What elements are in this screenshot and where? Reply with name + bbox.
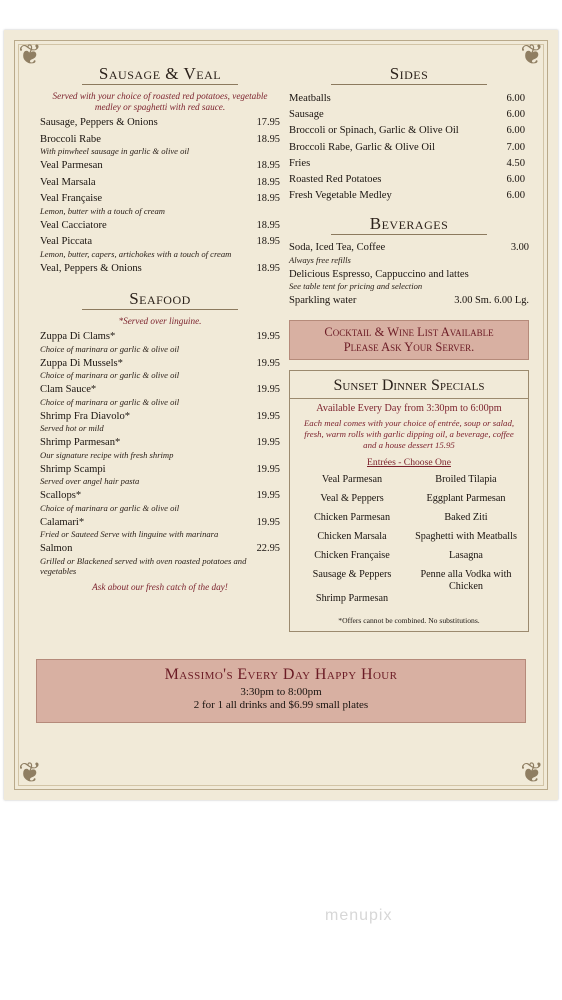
item-name: Shrimp Fra Diavolo*	[40, 410, 131, 422]
menu-item	[40, 117, 280, 130]
menu-item	[289, 123, 529, 139]
item-price: 18.95	[256, 133, 280, 145]
item-price: 19.95	[256, 357, 280, 369]
item-price: 17.95	[256, 117, 280, 128]
cocktail-wine-banner: Cocktail & Wine List Available Please Ask Your Server.	[289, 320, 529, 360]
item-name: Soda, Iced Tea, Coffee	[289, 242, 386, 254]
item-name: Fries	[289, 157, 311, 169]
sausage-veal-note: Served with your choice of roasted red potatoes, vegetable medley or spaghetti with red sauce.	[52, 91, 268, 112]
menu-item	[289, 188, 529, 204]
item-description: Served hot or mild	[40, 423, 104, 433]
menu-item	[40, 464, 280, 487]
item-price: 19.95	[256, 463, 280, 475]
sausage-veal-list	[40, 117, 280, 275]
menu-item	[40, 490, 280, 513]
item-price: 6.00	[506, 109, 525, 121]
sunset-specials-box	[289, 370, 529, 632]
item-name: Veal Piccata	[40, 236, 93, 247]
happy-hour-offer: 2 for 1 all drinks and $6.99 small plates	[193, 699, 369, 711]
item-price: 18.95	[256, 219, 280, 231]
item-price: 6.00	[506, 174, 525, 186]
specials-entrees-heading: Entrées - Choose One	[367, 456, 451, 468]
item-name: Scallops*	[40, 490, 82, 501]
item-name: Sausage, Peppers & Onions	[40, 117, 158, 128]
item-price: 19.95	[256, 384, 280, 395]
specials-description: Each meal comes with your choice of entrée, soup or salad, fresh, warm rolls with garlic dipping oil, a beverage, coffee and a house dessert 15.95	[303, 417, 515, 450]
menu-item	[40, 437, 280, 460]
item-price: 22.95	[256, 543, 280, 554]
menu-page	[4, 30, 558, 800]
item-name: Shrimp Scampi	[40, 463, 106, 475]
watermark-text: menupix	[325, 907, 393, 924]
special-entree: Eggplant Parmesan	[426, 492, 506, 504]
catch-of-day-note: Ask about our fresh catch of the day!	[92, 581, 228, 592]
menu-item	[40, 543, 280, 576]
menu-item	[289, 172, 529, 188]
special-entree	[412, 593, 520, 612]
item-description: Always free refills	[289, 254, 351, 265]
item-description: Choice of marinara or garlic & olive oil	[40, 343, 180, 354]
item-price: 3.00	[510, 242, 529, 254]
flourish-icon: ❦	[18, 40, 42, 71]
menu-item	[40, 193, 280, 216]
special-entree: Veal & Peppers	[320, 492, 384, 504]
item-description: Choice of marinara or garlic & olive oil	[40, 370, 180, 380]
special-entree: Broiled Tilapia	[435, 473, 497, 485]
item-price: 18.95	[256, 176, 280, 188]
item-price: 4.50	[506, 157, 525, 169]
seafood-list	[40, 331, 280, 576]
item-name: Meatballs	[289, 93, 331, 104]
item-price: 18.95	[256, 193, 280, 204]
special-entree: Penne alla Vodka with Chicken	[420, 568, 512, 592]
menu-item	[40, 220, 280, 233]
item-name: Calamari*	[40, 516, 85, 528]
item-name: Veal, Peppers & Onions	[40, 262, 142, 274]
happy-hour-time: 3:30pm to 8:00pm	[240, 686, 322, 698]
menu-item	[40, 160, 280, 173]
special-entree: Shrimp Parmesan	[315, 592, 389, 604]
item-description: Served over angel hair pasta	[40, 476, 140, 486]
flourish-icon: ❦	[520, 758, 544, 789]
item-name: Clam Sauce*	[40, 384, 97, 395]
section-heading-seafood: Seafood	[40, 287, 280, 313]
section-heading-sausage-veal: Sausage & Veal	[40, 62, 280, 88]
menu-item	[40, 411, 280, 434]
item-description: Choice of marinara or garlic & olive oil	[40, 502, 180, 513]
specials-title: Sunset Dinner Specials	[290, 377, 528, 399]
item-name: Veal Française	[40, 193, 103, 204]
menu-item	[40, 134, 280, 157]
item-price: 6.00	[506, 93, 525, 104]
item-price: 7.00	[506, 141, 525, 153]
menu-item	[289, 140, 529, 156]
item-price: 19.95	[256, 437, 280, 448]
special-entree: Lasagna	[449, 549, 483, 561]
item-name: Shrimp Parmesan*	[40, 437, 121, 448]
special-entree: Chicken Française	[314, 549, 390, 561]
item-name: Veal Marsala	[40, 176, 96, 188]
section-heading-sides: Sides	[289, 62, 529, 88]
item-price: 6.00	[506, 190, 525, 202]
beverages-list	[289, 242, 529, 308]
menu-item	[40, 263, 280, 276]
special-entree: Spaghetti with Meatballs	[415, 530, 517, 542]
item-description: Our signature recipe with fresh shrimp	[40, 449, 174, 460]
menu-item	[40, 358, 280, 381]
item-price: 18.95	[256, 262, 280, 274]
happy-hour-title: Massimo's Every Day Happy Hour	[164, 666, 398, 683]
right-column	[289, 62, 529, 632]
sides-list	[289, 91, 529, 204]
menu-item	[289, 156, 529, 172]
item-description: With pinwheel sausage in garlic & olive oil	[40, 146, 190, 156]
special-entree: Sausage & Peppers	[312, 568, 392, 580]
menu-item	[40, 517, 280, 540]
item-name: Salmon	[40, 543, 73, 554]
item-price: 18.95	[256, 160, 280, 171]
item-description: Lemon, butter, capers, artichokes with a touch of cream	[40, 248, 232, 259]
item-price: 6.00	[506, 125, 525, 137]
menu-item	[289, 295, 529, 308]
item-price: 19.95	[256, 331, 280, 342]
special-entree: Chicken Parmesan	[313, 511, 391, 523]
menu-item	[289, 107, 529, 123]
item-name: Broccoli or Spinach, Garlic & Olive Oil	[289, 125, 459, 137]
menu-item	[289, 269, 529, 292]
item-price: 19.95	[256, 490, 280, 501]
item-name: Sausage	[289, 109, 324, 121]
menu-item	[40, 177, 280, 190]
item-name: Veal Parmesan	[40, 160, 103, 171]
item-description: Fried or Sauteed Serve with linguine with marinara	[40, 529, 219, 539]
menu-item	[40, 331, 280, 354]
special-entree: Baked Ziti	[444, 511, 488, 523]
item-name: Sparkling water	[289, 295, 357, 307]
special-entree: Chicken Marsala	[317, 530, 387, 542]
item-name: Broccoli Rabe, Garlic & Olive Oil	[289, 141, 435, 153]
left-column	[40, 62, 280, 593]
item-name: Zuppa Di Clams*	[40, 331, 116, 342]
item-description: Grilled or Blackened served with oven roasted potatoes and vegetables	[40, 555, 247, 576]
special-entree: Veal Parmesan	[321, 473, 383, 485]
item-name: Broccoli Rabe	[40, 133, 101, 145]
section-heading-beverages: Beverages	[289, 212, 529, 238]
item-name: Veal Cacciatore	[40, 219, 107, 231]
specials-availability: Available Every Day from 3:30pm to 6:00pm	[316, 402, 502, 414]
item-name: Fresh Vegetable Medley	[289, 190, 392, 202]
flourish-icon: ❦	[18, 758, 42, 789]
item-price: 19.95	[256, 516, 280, 528]
happy-hour-banner	[36, 659, 526, 723]
menu-item	[289, 91, 529, 107]
specials-footnote: *Offers cannot be combined. No substitutions.	[338, 615, 480, 625]
item-price: 3.00 Sm. 6.00 Lg.	[454, 295, 529, 307]
item-name: Delicious Espresso, Cappuccino and lattes	[289, 268, 469, 280]
flourish-icon: ❦	[520, 40, 544, 71]
menu-item	[289, 242, 529, 265]
specials-entrees-grid	[298, 474, 520, 612]
item-price: 19.95	[256, 410, 280, 422]
item-description: Choice of marinara or garlic & olive oil	[40, 396, 180, 407]
menu-item	[40, 384, 280, 407]
item-description: Lemon, butter with a touch of cream	[40, 205, 165, 216]
item-price: 18.95	[256, 236, 280, 247]
item-description: See table tent for pricing and selection	[289, 281, 423, 292]
item-name: Zuppa Di Mussels*	[40, 357, 123, 369]
item-name: Roasted Red Potatoes	[289, 174, 382, 186]
seafood-note: *Served over linguine.	[118, 316, 202, 326]
menu-item	[40, 236, 280, 259]
